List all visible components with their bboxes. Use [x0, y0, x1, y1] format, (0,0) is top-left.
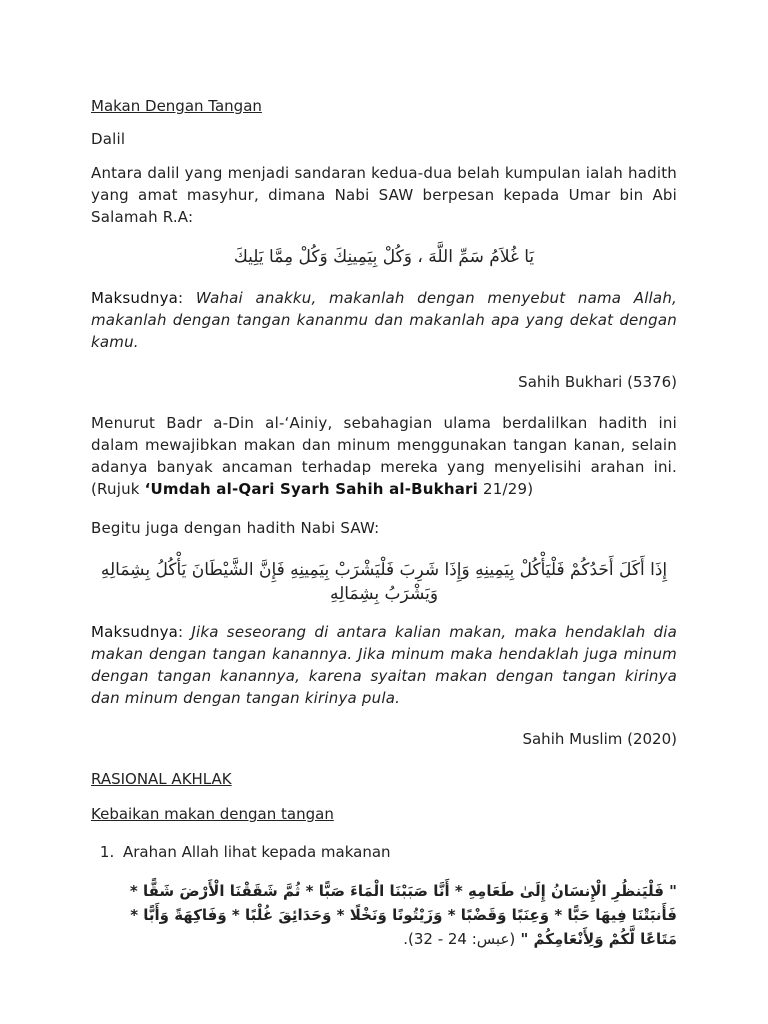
hadith2-arabic: إِذَا أَكَلَ أَحَدُكُمْ فَلْيَأْكُلْ بِيَمِينِهِ وَإِذَا شَرِبَ فَلْيَشْرَبْ بِيَمِينِهِ فَإِنَّ الشَّيْطَانَ يَأْكُلُ بِشِمَالِهِ وَيَشْرَبُ بِشِمَالِهِ	[100, 560, 668, 604]
begitu-paragraph: Begitu juga dengan hadith Nabi SAW:	[91, 519, 380, 537]
quran-citation: (عبس: 24 - 32).	[403, 930, 516, 948]
badr-paragraph	[91, 412, 677, 500]
hadith2-source: Sahih Muslim (2020)	[522, 730, 677, 748]
hadith1-meaning-paragraph: Maksudnya: Wahai anakku, makanlah dengan menyebut nama Allah, makanlah dengan tangan kananmu dan makanlah apa yang dekat dengan kamu.	[91, 289, 677, 351]
hadith1-arabic: يَا غُلاَمُ سَمِّ اللَّهَ ، وَكُلْ بِيَمِينِكَ وَكُلْ مِمَّا يَلِيكَ	[233, 247, 535, 267]
rasional-heading: RASIONAL AKHLAK	[91, 770, 232, 788]
dalil-label: Dalil	[91, 130, 126, 148]
hadith1-source: Sahih Bukhari (5376)	[518, 373, 677, 391]
badr-reference: ‘Umdah al-Qari Syarh Sahih al-Bukhari	[144, 480, 478, 498]
badr-reference-page: 21/29)	[482, 480, 534, 498]
intro-paragraph: Antara dalil yang menjadi sandaran kedua-dua belah kumpulan ialah hadith yang amat masyhur, dimana Nabi SAW berpesan kepada Umar bin Abi Salamah R.A:	[91, 164, 677, 226]
quran-arabic: فَلْيَنظُرِ الْإِنسَانُ إِلَىٰ طَعَامِهِ * أَنَّا صَبَبْنَا الْمَاءَ صَبًّا * ثُمَّ شَقَقْنَا الْأَرْضَ شَقًّا * فَأَنبَتْنَا فِيهَا حَبًّا * وَعِنَبًا وَقَضْبًا * وَزَيْتُونًا وَنَخْلًا * وَحَدَائِقَ غُلْبًا * وَفَاكِهَةً وَأَبًّا * مَتَاعًا لَّكُمْ وَلِأَنْعَامِكُمْ	[129, 882, 677, 948]
maksudnya-label: Maksudnya	[91, 289, 179, 307]
hadith2-meaning-paragraph: Maksudnya: Jika seseorang di antara kalian makan, maka hendaklah dia makan dengan tangan kanannya. Jika minum maka hendaklah juga minum dengan tangan kanannya, karena syaitan makan dengan tangan kirinya dan minum dengan tangan kirinya pula.	[91, 623, 677, 707]
hadith1-meaning: Wahai anakku, makanlah dengan menyebut nama Allah, makanlah dengan tangan kananmu dan makanlah apa yang dekat dengan kamu.	[91, 289, 677, 351]
benefits-list	[91, 841, 705, 863]
page-title: Makan Dengan Tangan	[91, 97, 262, 115]
quran-verse: " فَلْيَنظُرِ الْإِنسَانُ إِلَىٰ طَعَامِهِ * أَنَّا صَبَبْنَا الْمَاءَ صَبًّا * ثُمَّ شَقَقْنَا الْأَرْضَ شَقًّا * فَأَنبَتْنَا فِيهَا حَبًّا * وَعِنَبًا وَقَضْبًا * وَزَيْتُونًا وَنَخْلًا * وَحَدَائِقَ غُلْبًا * وَفَاكِهَةً وَأَبًّا * مَتَاعًا لَّكُمْ وَلِأَنْعَامِكُمْ " (عبس: 24 - 32).	[129, 882, 677, 948]
badr-text: Menurut Badr a-Din al-‘Ainiy, sebahagian ulama berdalilkan hadith ini dalam mewajibkan makan dan minum menggunakan tangan kanan, selain adanya banyak ancaman terhadap mereka yang menyelisihi arahan ini. (Rujuk	[91, 414, 677, 498]
maksudnya-label-2: Maksudnya	[91, 623, 179, 641]
hadith2-meaning: Jika seseorang di antara kalian makan, maka hendaklah dia makan dengan tangan kanannya. Jika minum maka hendaklah juga minum dengan tangan kanannya, karena syaitan makan dengan tangan kirinya dan minum dengan tangan kirinya pula.	[91, 623, 677, 707]
list-item: 1. Arahan Allah lihat kepada makanan	[119, 841, 705, 863]
kebaikan-heading: Kebaikan makan dengan tangan	[91, 805, 334, 823]
